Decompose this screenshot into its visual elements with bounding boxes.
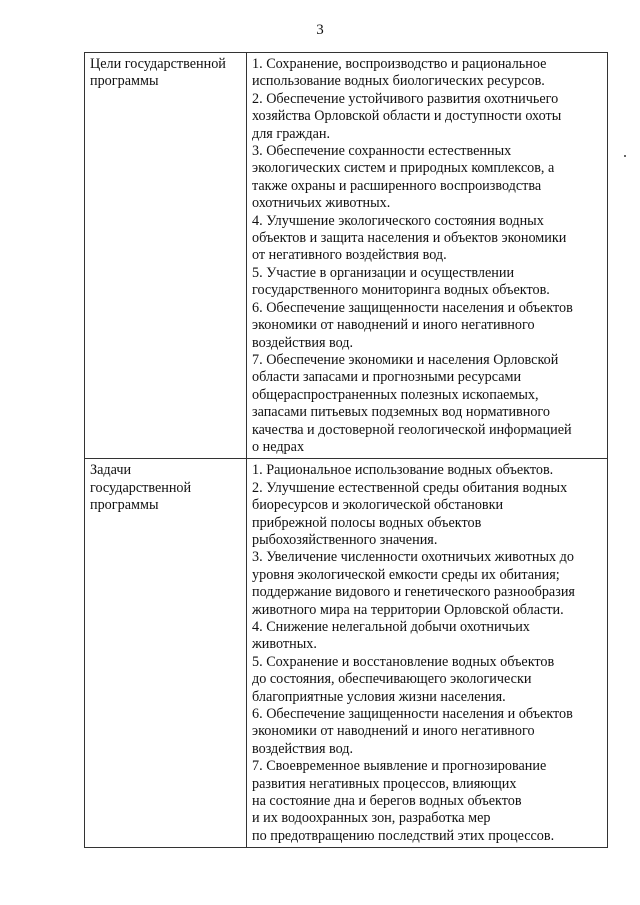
goals-text-line: запасами питьевых подземных вод нормативного [252, 404, 550, 421]
tasks-label-line: государственной [90, 479, 192, 496]
tasks-label-line: Задачи [90, 462, 132, 479]
goals-text-line: 3. Обеспечение сохранности естественных [252, 143, 512, 160]
goals-text-line: охотничьих животных. [252, 195, 391, 212]
goals-row [85, 53, 608, 459]
tasks-text-line: благоприятные условия жизни населения. [252, 688, 506, 705]
tasks-text-line: экономики от наводнений и иного негативного [252, 723, 535, 740]
goals-text-line: хозяйства Орловской области и доступности охоты [252, 108, 562, 125]
goals-text-line: общераспространенных полезных ископаемых, [252, 386, 539, 403]
goals-text-line: о недрах [252, 438, 305, 455]
tasks-text-line: 4. Снижение нелегальной добычи охотничьих [252, 619, 530, 635]
tasks-text-line: 7. Своевременное выявление и прогнозирование [252, 758, 547, 775]
goals-text-line: 7. Обеспечение экономики и населения Орловской [252, 351, 559, 368]
goals-text-line: 5. Участие в организации и осуществлении [252, 264, 515, 281]
goals-label-line: программы [90, 73, 159, 90]
goals-text-line: воздействия вод. [252, 334, 354, 351]
tasks-content-cell [247, 459, 608, 848]
tasks-text-line: прибрежной полосы водных объектов [252, 514, 482, 531]
goals-text-line: государственного мониторинга водных объектов. [252, 282, 550, 299]
program-table [84, 52, 608, 848]
tasks-text-line: развития негативных процессов, влияющих [252, 775, 517, 792]
tasks-row [85, 459, 608, 848]
tasks-text-line: до состояния, обеспечивающего экологически [252, 671, 532, 688]
tasks-text-line: 6. Обеспечение защищенности населения и объектов [252, 706, 573, 723]
tasks-label-cell [85, 459, 247, 848]
tasks-text-line: животных. [252, 636, 317, 653]
page-number: 3 [316, 22, 324, 38]
tasks-text-line: биоресурсов и экологической обстановки [252, 497, 504, 514]
goals-text-line: области запасами и прогнозными ресурсами [252, 369, 522, 386]
tasks-text-line: 3. Увеличение численности охотничьих животных до [252, 549, 574, 566]
goals-text-line: 2. Обеспечение устойчивого развития охотничьего [252, 90, 559, 107]
goals-text-line: также охраны и расширенного воспроизводства [252, 177, 542, 194]
goals-text-line: для граждан. [252, 125, 331, 142]
goals-text-line: от негативного воздействия вод. [252, 247, 447, 264]
tasks-text-line: 1. Рациональное использование водных объектов. [252, 462, 554, 479]
tasks-text-line: на состояние дна и берегов водных объектов [252, 793, 522, 810]
goals-content-cell [247, 53, 608, 459]
goals-text-line: объектов и защита населения и объектов экономики [252, 230, 567, 247]
tasks-text-line: 2. Улучшение естественной среды обитания водных [252, 479, 568, 496]
goals-text-line: 6. Обеспечение защищенности населения и объектов [252, 299, 573, 316]
tasks-text-line: по предотвращению последствий этих процессов. [252, 827, 555, 844]
goals-label-cell [85, 53, 247, 459]
tasks-text-line: и их водоохранных зон, разработка мер [252, 810, 491, 827]
goals-text-line: использование водных биологических ресурсов. [252, 73, 545, 90]
goals-text-line: экологических систем и природных комплексов, а [252, 160, 555, 177]
tasks-text-line: животного мира на территории Орловской области. [252, 601, 564, 618]
tasks-text-line: уровня экологической емкости среды их обитания; [252, 566, 560, 583]
goals-text-line: 4. Улучшение экологического состояния водных [252, 212, 544, 229]
tasks-text-line: 5. Сохранение и восстановление водных объектов [252, 653, 555, 670]
tasks-text-line: рыбохозяйственного значения. [252, 531, 438, 548]
tasks-text-line: воздействия вод. [252, 740, 354, 757]
tasks-text-line: поддержание видового и генетического разнообразия [252, 584, 575, 601]
goals-text-line: 1. Сохранение, воспроизводство и рациональное [252, 56, 547, 72]
goals-label-line: Цели государственной [90, 56, 226, 72]
tasks-label-line: программы [90, 497, 159, 514]
scan-artifact [624, 155, 626, 157]
goals-text-line: экономики от наводнений и иного негативного [252, 317, 535, 334]
goals-text-line: качества и достоверной геологической информацией [252, 421, 572, 438]
